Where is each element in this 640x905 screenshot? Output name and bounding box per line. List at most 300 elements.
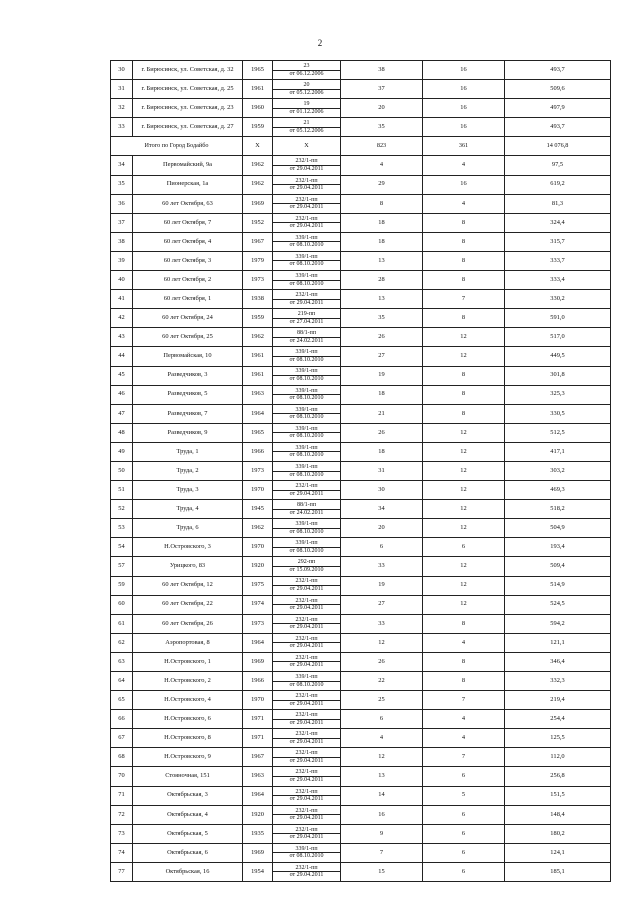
row-number: 52 <box>111 500 133 519</box>
row-address: Разведчиков, 7 <box>133 404 243 423</box>
row-area: 333,4 <box>505 271 611 290</box>
row-address: 60 лет Октября, 3 <box>133 251 243 270</box>
decree-date: от 08.10.2010 <box>289 261 324 268</box>
row-number: 47 <box>111 404 133 423</box>
row-number: 74 <box>111 843 133 862</box>
row-area: 97,5 <box>505 156 611 175</box>
row-decree <box>273 538 341 557</box>
row-decree <box>273 786 341 805</box>
decree-number: 339/1-пп <box>273 445 340 453</box>
table-row <box>111 385 611 404</box>
row-area: 417,1 <box>505 442 611 461</box>
row-decree <box>273 843 341 862</box>
row-year: 1966 <box>243 672 273 691</box>
row-number: 53 <box>111 519 133 538</box>
decree-date: от 29.04.2011 <box>289 586 324 593</box>
decree-date: от 08.10.2010 <box>289 853 324 860</box>
decree-date: от 29.04.2011 <box>289 738 324 745</box>
row-count-1: 34 <box>341 500 423 519</box>
decree-number: 339/1-пп <box>273 368 340 376</box>
row-year: 1964 <box>243 786 273 805</box>
row-area: 121,1 <box>505 633 611 652</box>
row-count-2: 8 <box>423 385 505 404</box>
decree-date: от 29.04.2011 <box>289 872 324 879</box>
table-row <box>111 347 611 366</box>
row-number: 39 <box>111 251 133 270</box>
row-area: 509,6 <box>505 80 611 99</box>
table-row <box>111 213 611 232</box>
row-decree <box>273 251 341 270</box>
row-count-2: 6 <box>423 843 505 862</box>
row-address: г. Бирюсинск, ул. Советская, д. 25 <box>133 80 243 99</box>
row-count-1: 13 <box>341 767 423 786</box>
row-count-1: 27 <box>341 347 423 366</box>
row-number: 37 <box>111 213 133 232</box>
decree-date: от 08.10.2010 <box>289 414 324 421</box>
row-address: 60 лет Октября, 26 <box>133 614 243 633</box>
decree-date: от 08.10.2010 <box>289 471 324 478</box>
row-count-1: 27 <box>341 595 423 614</box>
row-count-1: 19 <box>341 576 423 595</box>
row-decree <box>273 156 341 175</box>
row-year: 1959 <box>243 118 273 137</box>
decree-number: 339/1-пп <box>273 407 340 415</box>
row-year: 1965 <box>243 61 273 80</box>
decree-number: 232/1-пп <box>273 636 340 644</box>
row-number: 57 <box>111 557 133 576</box>
row-year: 1971 <box>243 729 273 748</box>
row-year: 1975 <box>243 576 273 595</box>
row-area: 112,0 <box>505 748 611 767</box>
row-count-1: 19 <box>341 366 423 385</box>
row-year: 1965 <box>243 423 273 442</box>
row-count-1: 35 <box>341 309 423 328</box>
row-number: 72 <box>111 805 133 824</box>
row-count-1: 16 <box>341 805 423 824</box>
row-number: 61 <box>111 614 133 633</box>
row-address: Октябрьская, 4 <box>133 805 243 824</box>
row-count-2: 6 <box>423 824 505 843</box>
row-count-2: 6 <box>423 862 505 881</box>
row-count-2: 12 <box>423 461 505 480</box>
row-number: 31 <box>111 80 133 99</box>
row-count-1: 8 <box>341 194 423 213</box>
decree-date: от 27.04.2011 <box>289 318 324 325</box>
decree-date: от 29.04.2011 <box>289 223 324 230</box>
row-count-2: 8 <box>423 672 505 691</box>
row-number: 65 <box>111 691 133 710</box>
decree-number: 339/1-пп <box>273 674 340 682</box>
decree-number: 339/1-пп <box>273 846 340 854</box>
decree-number: 88/1-пп <box>273 330 340 338</box>
total-c2: 361 <box>423 137 505 156</box>
row-number: 33 <box>111 118 133 137</box>
row-area: 594,2 <box>505 614 611 633</box>
row-count-1: 21 <box>341 404 423 423</box>
row-address: Н.Островского, 3 <box>133 538 243 557</box>
row-count-2: 8 <box>423 232 505 251</box>
row-number: 60 <box>111 595 133 614</box>
row-year: 1945 <box>243 500 273 519</box>
row-decree <box>273 328 341 347</box>
row-count-1: 26 <box>341 328 423 347</box>
table-row <box>111 194 611 213</box>
row-area: 517,0 <box>505 328 611 347</box>
row-area: 81,3 <box>505 194 611 213</box>
row-count-1: 18 <box>341 385 423 404</box>
row-count-2: 4 <box>423 710 505 729</box>
row-year: 1979 <box>243 251 273 270</box>
decree-date: от 29.04.2011 <box>289 777 324 784</box>
decree-date: от 08.10.2010 <box>289 452 324 459</box>
table-row <box>111 519 611 538</box>
row-decree <box>273 519 341 538</box>
row-decree <box>273 347 341 366</box>
decree-number: 292-пп <box>273 559 340 567</box>
row-count-2: 8 <box>423 614 505 633</box>
row-count-1: 12 <box>341 748 423 767</box>
row-area: 493,7 <box>505 118 611 137</box>
row-count-1: 15 <box>341 862 423 881</box>
table-row <box>111 767 611 786</box>
row-address: Октябрьская, 3 <box>133 786 243 805</box>
table-row <box>111 328 611 347</box>
decree-date: от 08.10.2010 <box>289 433 324 440</box>
row-number: 45 <box>111 366 133 385</box>
table-row <box>111 61 611 80</box>
row-count-2: 16 <box>423 99 505 118</box>
row-count-2: 8 <box>423 213 505 232</box>
row-number: 51 <box>111 481 133 500</box>
row-count-2: 16 <box>423 80 505 99</box>
row-count-2: 12 <box>423 481 505 500</box>
row-year: 1964 <box>243 404 273 423</box>
table-row <box>111 423 611 442</box>
table-row <box>111 366 611 385</box>
decree-date: от 29.04.2011 <box>289 605 324 612</box>
row-decree <box>273 500 341 519</box>
row-decree <box>273 213 341 232</box>
decree-date: от 24.02.2011 <box>289 509 324 516</box>
row-address: Труда, 6 <box>133 519 243 538</box>
total-c1: 823 <box>341 137 423 156</box>
row-decree <box>273 672 341 691</box>
decree-date: от 29.04.2011 <box>289 834 324 841</box>
row-count-2: 6 <box>423 767 505 786</box>
row-year: 1961 <box>243 347 273 366</box>
row-count-2: 12 <box>423 423 505 442</box>
row-area: 180,2 <box>505 824 611 843</box>
row-number: 73 <box>111 824 133 843</box>
row-year: 1964 <box>243 633 273 652</box>
decree-date: от 08.10.2010 <box>289 395 324 402</box>
row-area: 330,2 <box>505 290 611 309</box>
table-row <box>111 538 611 557</box>
decree-date: от 29.04.2011 <box>289 204 324 211</box>
decree-number: 23 <box>273 63 340 71</box>
row-address: Н.Островского, 4 <box>133 691 243 710</box>
row-area: 504,9 <box>505 519 611 538</box>
row-number: 41 <box>111 290 133 309</box>
decree-date: от 29.04.2011 <box>289 719 324 726</box>
row-area: 469,3 <box>505 481 611 500</box>
table-row <box>111 786 611 805</box>
row-area: 514,9 <box>505 576 611 595</box>
decree-date: от 08.10.2010 <box>289 681 324 688</box>
row-area: 325,3 <box>505 385 611 404</box>
row-area: 254,4 <box>505 710 611 729</box>
row-decree <box>273 423 341 442</box>
decree-date: от 29.04.2011 <box>289 166 324 173</box>
row-address: Н.Островского, 9 <box>133 748 243 767</box>
row-year: 1935 <box>243 824 273 843</box>
row-area: 333,7 <box>505 251 611 270</box>
row-year: 1970 <box>243 538 273 557</box>
row-count-2: 12 <box>423 576 505 595</box>
row-year: 1973 <box>243 614 273 633</box>
table-row <box>111 576 611 595</box>
table-row <box>111 290 611 309</box>
row-count-1: 26 <box>341 423 423 442</box>
row-number: 64 <box>111 672 133 691</box>
row-number: 63 <box>111 652 133 671</box>
decree-number: 232/1-пп <box>273 292 340 300</box>
decree-number: 339/1-пп <box>273 235 340 243</box>
row-count-2: 4 <box>423 156 505 175</box>
row-decree <box>273 309 341 328</box>
table-body <box>111 61 611 882</box>
row-count-1: 20 <box>341 99 423 118</box>
decree-date: от 08.10.2010 <box>289 528 324 535</box>
row-area: 497,9 <box>505 99 611 118</box>
total-decree: X <box>273 137 341 156</box>
row-area: 303,2 <box>505 461 611 480</box>
row-count-1: 12 <box>341 633 423 652</box>
table-row <box>111 481 611 500</box>
row-count-2: 4 <box>423 729 505 748</box>
row-address: 60 лет Октября, 25 <box>133 328 243 347</box>
row-area: 148,4 <box>505 805 611 824</box>
row-count-2: 8 <box>423 366 505 385</box>
row-count-1: 28 <box>341 271 423 290</box>
decree-date: от 15.09.2010 <box>289 566 324 573</box>
decree-number: 339/1-пп <box>273 521 340 529</box>
row-count-2: 8 <box>423 309 505 328</box>
decree-number: 21 <box>273 120 340 128</box>
row-year: 1962 <box>243 175 273 194</box>
row-year: 1969 <box>243 194 273 213</box>
row-year: 1960 <box>243 99 273 118</box>
decree-date: от 29.04.2011 <box>289 796 324 803</box>
row-address: Первомайская, 10 <box>133 347 243 366</box>
row-address: г. Бирюсинск, ул. Советская, д. 32 <box>133 61 243 80</box>
row-area: 509,4 <box>505 557 611 576</box>
row-address: Труда, 3 <box>133 481 243 500</box>
row-year: 1962 <box>243 328 273 347</box>
row-area: 449,5 <box>505 347 611 366</box>
row-decree <box>273 805 341 824</box>
row-count-1: 25 <box>341 691 423 710</box>
table-row <box>111 118 611 137</box>
row-address: г. Бирюсинск, ул. Советская, д. 23 <box>133 99 243 118</box>
decree-date: от 29.04.2011 <box>289 185 324 192</box>
row-area: 524,5 <box>505 595 611 614</box>
table-row <box>111 271 611 290</box>
row-year: 1962 <box>243 519 273 538</box>
row-decree <box>273 271 341 290</box>
table-row <box>111 442 611 461</box>
row-decree <box>273 61 341 80</box>
row-address: Н.Островского, 2 <box>133 672 243 691</box>
table-row <box>111 652 611 671</box>
decree-date: от 29.04.2011 <box>289 299 324 306</box>
table-row <box>111 99 611 118</box>
row-count-2: 5 <box>423 786 505 805</box>
row-number: 66 <box>111 710 133 729</box>
row-number: 54 <box>111 538 133 557</box>
row-decree <box>273 290 341 309</box>
decree-number: 232/1-пп <box>273 178 340 186</box>
row-address: Труда, 1 <box>133 442 243 461</box>
row-count-2: 7 <box>423 691 505 710</box>
row-decree <box>273 80 341 99</box>
row-decree <box>273 767 341 786</box>
row-count-2: 7 <box>423 290 505 309</box>
table-row <box>111 80 611 99</box>
row-count-2: 6 <box>423 805 505 824</box>
row-decree <box>273 862 341 881</box>
row-decree <box>273 710 341 729</box>
row-count-1: 20 <box>341 519 423 538</box>
decree-number: 232/1-пп <box>273 693 340 701</box>
row-count-2: 16 <box>423 118 505 137</box>
row-address: Октябрьская, 6 <box>133 843 243 862</box>
row-decree <box>273 595 341 614</box>
row-number: 36 <box>111 194 133 213</box>
row-number: 48 <box>111 423 133 442</box>
decree-number: 232/1-пп <box>273 617 340 625</box>
row-year: 1966 <box>243 442 273 461</box>
row-decree <box>273 404 341 423</box>
row-count-2: 8 <box>423 404 505 423</box>
decree-number: 339/1-пп <box>273 540 340 548</box>
table-row <box>111 691 611 710</box>
table-row <box>111 461 611 480</box>
row-count-1: 33 <box>341 557 423 576</box>
row-year: 1954 <box>243 862 273 881</box>
row-address: г. Бирюсинск, ул. Советская, д. 27 <box>133 118 243 137</box>
table-row <box>111 843 611 862</box>
row-count-2: 8 <box>423 251 505 270</box>
row-area: 256,8 <box>505 767 611 786</box>
row-count-2: 12 <box>423 442 505 461</box>
row-count-1: 13 <box>341 290 423 309</box>
row-count-1: 29 <box>341 175 423 194</box>
row-address: Н.Островского, 6 <box>133 710 243 729</box>
row-area: 151,5 <box>505 786 611 805</box>
table-row <box>111 805 611 824</box>
decree-number: 232/1-пп <box>273 578 340 586</box>
row-count-2: 12 <box>423 557 505 576</box>
row-area: 493,7 <box>505 61 611 80</box>
row-number: 70 <box>111 767 133 786</box>
row-decree <box>273 576 341 595</box>
row-count-2: 8 <box>423 652 505 671</box>
row-number: 38 <box>111 232 133 251</box>
row-number: 77 <box>111 862 133 881</box>
decree-number: 339/1-пп <box>273 273 340 281</box>
decree-number: 88/1-пп <box>273 502 340 510</box>
row-address: 60 лет Октября, 63 <box>133 194 243 213</box>
row-decree <box>273 691 341 710</box>
decree-date: от 29.04.2011 <box>289 757 324 764</box>
row-count-1: 18 <box>341 442 423 461</box>
table-row <box>111 729 611 748</box>
row-address: 60 лет Октября, 2 <box>133 271 243 290</box>
row-number: 40 <box>111 271 133 290</box>
row-year: 1961 <box>243 366 273 385</box>
table-row <box>111 710 611 729</box>
row-count-2: 4 <box>423 633 505 652</box>
row-year: 1969 <box>243 652 273 671</box>
row-decree <box>273 385 341 404</box>
row-year: 1969 <box>243 843 273 862</box>
table-row <box>111 500 611 519</box>
table-row <box>111 748 611 767</box>
table-row <box>111 404 611 423</box>
row-count-2: 7 <box>423 748 505 767</box>
row-address: Первомайский, 9а <box>133 156 243 175</box>
row-count-2: 6 <box>423 538 505 557</box>
table-row <box>111 862 611 881</box>
row-address: 60 лет Октября, 12 <box>133 576 243 595</box>
row-decree <box>273 633 341 652</box>
row-number: 46 <box>111 385 133 404</box>
decree-date: от 06.12.2006 <box>289 70 324 77</box>
row-decree <box>273 442 341 461</box>
row-year: 1920 <box>243 805 273 824</box>
row-decree <box>273 118 341 137</box>
row-number: 30 <box>111 61 133 80</box>
decree-date: от 29.04.2011 <box>289 815 324 822</box>
decree-date: от 08.10.2010 <box>289 356 324 363</box>
table-row <box>111 633 611 652</box>
decree-date: от 08.10.2010 <box>289 242 324 249</box>
row-address: Урицкого, 83 <box>133 557 243 576</box>
row-count-1: 30 <box>341 481 423 500</box>
row-year: 1952 <box>243 213 273 232</box>
total-year: X <box>243 137 273 156</box>
row-year: 1920 <box>243 557 273 576</box>
decree-date: от 29.04.2011 <box>289 662 324 669</box>
table-row <box>111 614 611 633</box>
row-decree <box>273 824 341 843</box>
row-number: 71 <box>111 786 133 805</box>
row-count-2: 12 <box>423 500 505 519</box>
row-decree <box>273 481 341 500</box>
table-row <box>111 232 611 251</box>
table-row <box>111 595 611 614</box>
table-row <box>111 672 611 691</box>
row-decree <box>273 729 341 748</box>
row-decree <box>273 461 341 480</box>
decree-number: 232/1-пп <box>273 598 340 606</box>
decree-date: от 08.10.2010 <box>289 280 324 287</box>
row-area: 125,5 <box>505 729 611 748</box>
row-count-2: 12 <box>423 519 505 538</box>
row-number: 50 <box>111 461 133 480</box>
row-area: 124,1 <box>505 843 611 862</box>
